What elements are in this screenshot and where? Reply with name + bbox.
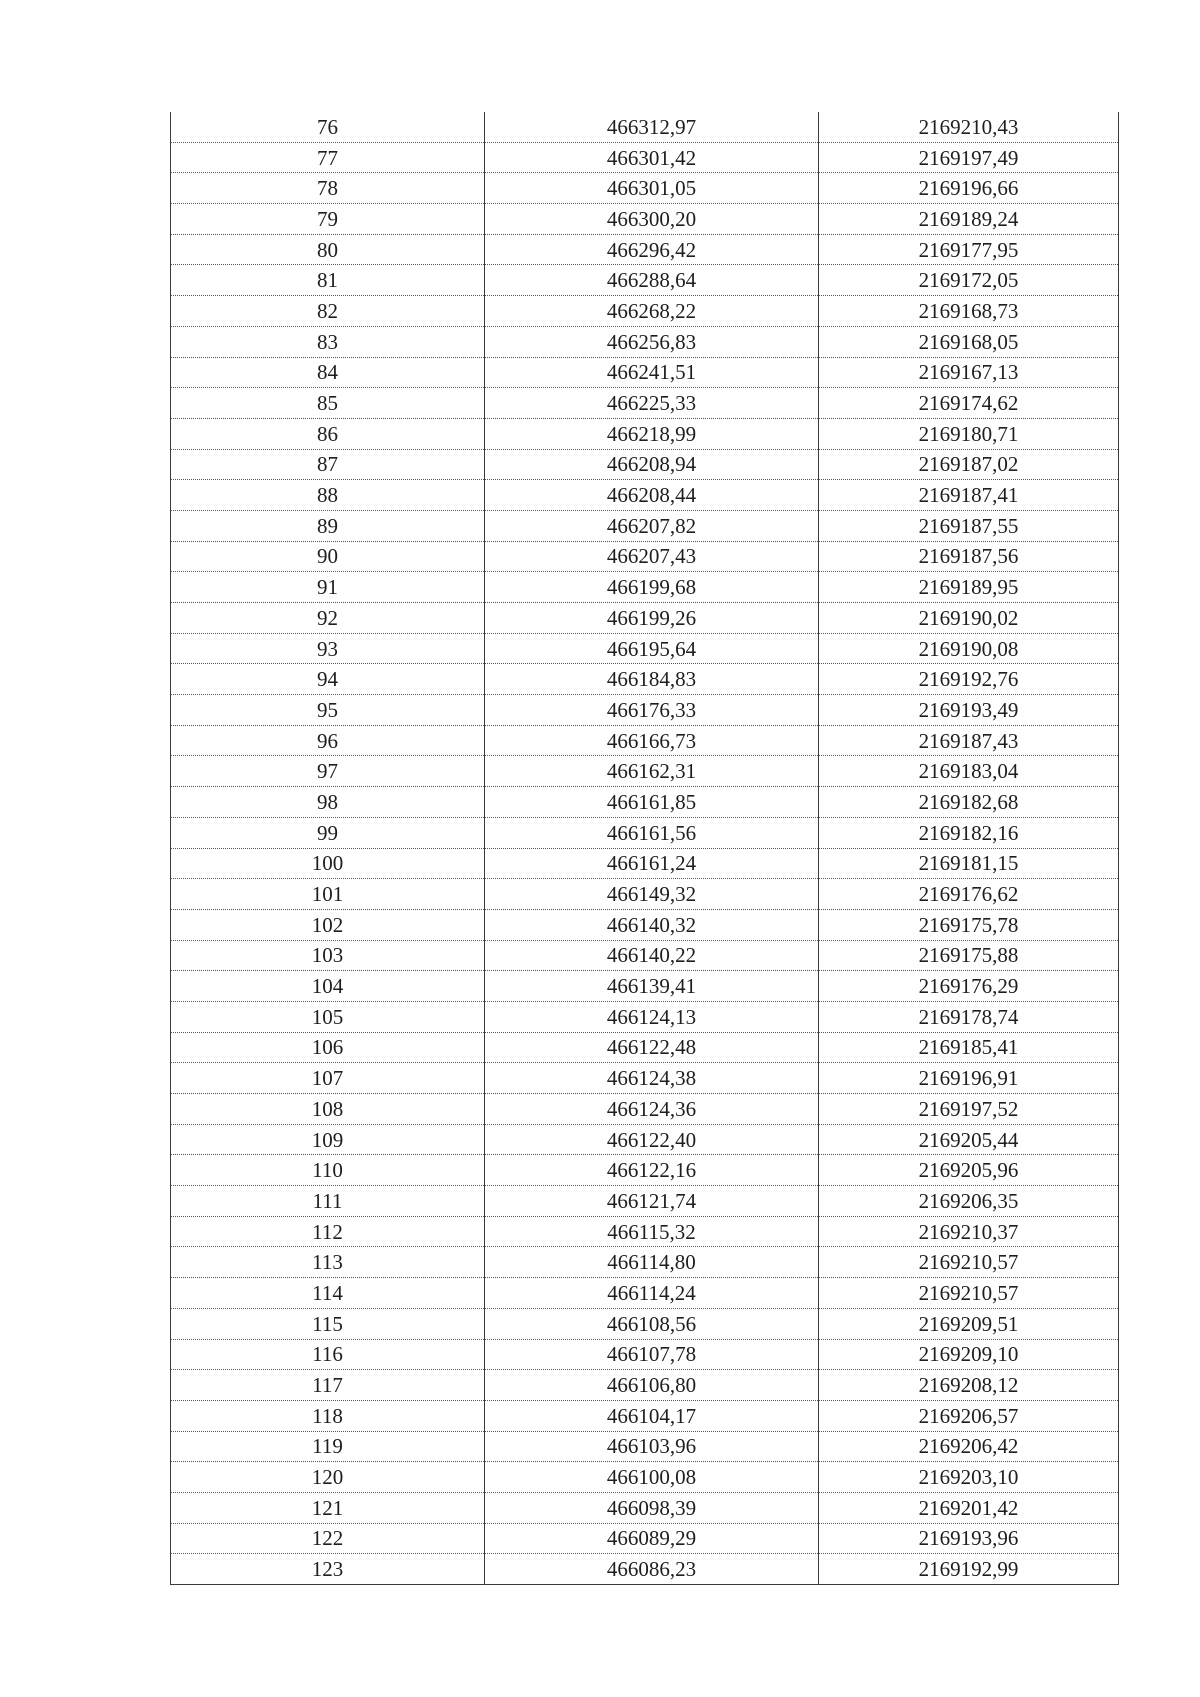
y-coordinate-cell: 2169182,16 bbox=[819, 817, 1119, 848]
table-row bbox=[171, 1523, 1119, 1554]
coordinates-table bbox=[170, 112, 1119, 1585]
y-coordinate-cell: 2169190,02 bbox=[819, 603, 1119, 634]
x-coordinate-cell: 466312,97 bbox=[485, 112, 819, 142]
x-coordinate-cell: 466100,08 bbox=[485, 1462, 819, 1493]
point-number-cell: 95 bbox=[171, 695, 485, 726]
x-coordinate-cell: 466139,41 bbox=[485, 971, 819, 1002]
y-coordinate-cell: 2169183,04 bbox=[819, 756, 1119, 787]
table-row bbox=[171, 480, 1119, 511]
x-coordinate-cell: 466300,20 bbox=[485, 204, 819, 235]
table-row bbox=[171, 541, 1119, 572]
table-row bbox=[171, 971, 1119, 1002]
point-number-cell: 115 bbox=[171, 1308, 485, 1339]
point-number-cell: 119 bbox=[171, 1431, 485, 1462]
y-coordinate-cell: 2169209,51 bbox=[819, 1308, 1119, 1339]
coordinates-table-body bbox=[171, 112, 1119, 1585]
y-coordinate-cell: 2169201,42 bbox=[819, 1492, 1119, 1523]
x-coordinate-cell: 466098,39 bbox=[485, 1492, 819, 1523]
point-number-cell: 87 bbox=[171, 449, 485, 480]
y-coordinate-cell: 2169205,44 bbox=[819, 1124, 1119, 1155]
point-number-cell: 102 bbox=[171, 909, 485, 940]
table-row bbox=[171, 265, 1119, 296]
point-number-cell: 98 bbox=[171, 787, 485, 818]
y-coordinate-cell: 2169182,68 bbox=[819, 787, 1119, 818]
point-number-cell: 99 bbox=[171, 817, 485, 848]
y-coordinate-cell: 2169185,41 bbox=[819, 1032, 1119, 1063]
table-row bbox=[171, 1462, 1119, 1493]
table-row bbox=[171, 940, 1119, 971]
y-coordinate-cell: 2169189,24 bbox=[819, 204, 1119, 235]
table-row bbox=[171, 817, 1119, 848]
table-row bbox=[171, 1308, 1119, 1339]
x-coordinate-cell: 466103,96 bbox=[485, 1431, 819, 1462]
x-coordinate-cell: 466199,26 bbox=[485, 603, 819, 634]
y-coordinate-cell: 2169190,08 bbox=[819, 633, 1119, 664]
y-coordinate-cell: 2169197,52 bbox=[819, 1094, 1119, 1125]
y-coordinate-cell: 2169196,91 bbox=[819, 1063, 1119, 1094]
y-coordinate-cell: 2169187,43 bbox=[819, 725, 1119, 756]
y-coordinate-cell: 2169206,42 bbox=[819, 1431, 1119, 1462]
x-coordinate-cell: 466218,99 bbox=[485, 418, 819, 449]
point-number-cell: 118 bbox=[171, 1400, 485, 1431]
point-number-cell: 90 bbox=[171, 541, 485, 572]
y-coordinate-cell: 2169172,05 bbox=[819, 265, 1119, 296]
point-number-cell: 85 bbox=[171, 388, 485, 419]
y-coordinate-cell: 2169181,15 bbox=[819, 848, 1119, 879]
y-coordinate-cell: 2169174,62 bbox=[819, 388, 1119, 419]
table-row bbox=[171, 1278, 1119, 1309]
point-number-cell: 101 bbox=[171, 879, 485, 910]
point-number-cell: 91 bbox=[171, 572, 485, 603]
x-coordinate-cell: 466161,85 bbox=[485, 787, 819, 818]
point-number-cell: 88 bbox=[171, 480, 485, 511]
point-number-cell: 81 bbox=[171, 265, 485, 296]
table-row bbox=[171, 787, 1119, 818]
x-coordinate-cell: 466161,56 bbox=[485, 817, 819, 848]
x-coordinate-cell: 466114,80 bbox=[485, 1247, 819, 1278]
point-number-cell: 96 bbox=[171, 725, 485, 756]
x-coordinate-cell: 466288,64 bbox=[485, 265, 819, 296]
y-coordinate-cell: 2169175,78 bbox=[819, 909, 1119, 940]
table-row bbox=[171, 112, 1119, 142]
point-number-cell: 104 bbox=[171, 971, 485, 1002]
point-number-cell: 120 bbox=[171, 1462, 485, 1493]
x-coordinate-cell: 466199,68 bbox=[485, 572, 819, 603]
y-coordinate-cell: 2169193,96 bbox=[819, 1523, 1119, 1554]
point-number-cell: 106 bbox=[171, 1032, 485, 1063]
x-coordinate-cell: 466140,32 bbox=[485, 909, 819, 940]
point-number-cell: 122 bbox=[171, 1523, 485, 1554]
y-coordinate-cell: 2169209,10 bbox=[819, 1339, 1119, 1370]
y-coordinate-cell: 2169196,66 bbox=[819, 173, 1119, 204]
point-number-cell: 113 bbox=[171, 1247, 485, 1278]
x-coordinate-cell: 466208,94 bbox=[485, 449, 819, 480]
y-coordinate-cell: 2169192,99 bbox=[819, 1554, 1119, 1585]
x-coordinate-cell: 466149,32 bbox=[485, 879, 819, 910]
x-coordinate-cell: 466121,74 bbox=[485, 1186, 819, 1217]
table-row bbox=[171, 664, 1119, 695]
table-row bbox=[171, 1094, 1119, 1125]
table-row bbox=[171, 418, 1119, 449]
point-number-cell: 80 bbox=[171, 234, 485, 265]
y-coordinate-cell: 2169206,35 bbox=[819, 1186, 1119, 1217]
point-number-cell: 79 bbox=[171, 204, 485, 235]
table-row bbox=[171, 296, 1119, 327]
x-coordinate-cell: 466296,42 bbox=[485, 234, 819, 265]
table-row bbox=[171, 1370, 1119, 1401]
table-row bbox=[171, 234, 1119, 265]
x-coordinate-cell: 466301,42 bbox=[485, 142, 819, 173]
table-row bbox=[171, 388, 1119, 419]
point-number-cell: 108 bbox=[171, 1094, 485, 1125]
table-row bbox=[171, 1400, 1119, 1431]
y-coordinate-cell: 2169187,56 bbox=[819, 541, 1119, 572]
y-coordinate-cell: 2169178,74 bbox=[819, 1001, 1119, 1032]
point-number-cell: 97 bbox=[171, 756, 485, 787]
point-number-cell: 123 bbox=[171, 1554, 485, 1585]
x-coordinate-cell: 466241,51 bbox=[485, 357, 819, 388]
point-number-cell: 78 bbox=[171, 173, 485, 204]
point-number-cell: 94 bbox=[171, 664, 485, 695]
x-coordinate-cell: 466176,33 bbox=[485, 695, 819, 726]
x-coordinate-cell: 466207,82 bbox=[485, 510, 819, 541]
y-coordinate-cell: 2169187,41 bbox=[819, 480, 1119, 511]
table-row bbox=[171, 326, 1119, 357]
y-coordinate-cell: 2169176,29 bbox=[819, 971, 1119, 1002]
x-coordinate-cell: 466208,44 bbox=[485, 480, 819, 511]
point-number-cell: 76 bbox=[171, 112, 485, 142]
x-coordinate-cell: 466301,05 bbox=[485, 173, 819, 204]
y-coordinate-cell: 2169167,13 bbox=[819, 357, 1119, 388]
table-row bbox=[171, 1124, 1119, 1155]
y-coordinate-cell: 2169203,10 bbox=[819, 1462, 1119, 1493]
table-row bbox=[171, 1063, 1119, 1094]
table-row bbox=[171, 725, 1119, 756]
table-row bbox=[171, 695, 1119, 726]
point-number-cell: 116 bbox=[171, 1339, 485, 1370]
table-row bbox=[171, 756, 1119, 787]
table-row bbox=[171, 879, 1119, 910]
x-coordinate-cell: 466161,24 bbox=[485, 848, 819, 879]
table-row bbox=[171, 1001, 1119, 1032]
y-coordinate-cell: 2169176,62 bbox=[819, 879, 1119, 910]
table-row bbox=[171, 1492, 1119, 1523]
x-coordinate-cell: 466114,24 bbox=[485, 1278, 819, 1309]
table-row bbox=[171, 1247, 1119, 1278]
point-number-cell: 109 bbox=[171, 1124, 485, 1155]
x-coordinate-cell: 466225,33 bbox=[485, 388, 819, 419]
y-coordinate-cell: 2169177,95 bbox=[819, 234, 1119, 265]
point-number-cell: 107 bbox=[171, 1063, 485, 1094]
x-coordinate-cell: 466108,56 bbox=[485, 1308, 819, 1339]
table-row bbox=[171, 510, 1119, 541]
point-number-cell: 77 bbox=[171, 142, 485, 173]
table-row bbox=[171, 1216, 1119, 1247]
x-coordinate-cell: 466162,31 bbox=[485, 756, 819, 787]
x-coordinate-cell: 466124,13 bbox=[485, 1001, 819, 1032]
y-coordinate-cell: 2169189,95 bbox=[819, 572, 1119, 603]
y-coordinate-cell: 2169210,37 bbox=[819, 1216, 1119, 1247]
point-number-cell: 117 bbox=[171, 1370, 485, 1401]
table-row bbox=[171, 204, 1119, 235]
y-coordinate-cell: 2169192,76 bbox=[819, 664, 1119, 695]
x-coordinate-cell: 466268,22 bbox=[485, 296, 819, 327]
x-coordinate-cell: 466124,36 bbox=[485, 1094, 819, 1125]
point-number-cell: 86 bbox=[171, 418, 485, 449]
x-coordinate-cell: 466089,29 bbox=[485, 1523, 819, 1554]
y-coordinate-cell: 2169168,05 bbox=[819, 326, 1119, 357]
point-number-cell: 82 bbox=[171, 296, 485, 327]
table-row bbox=[171, 1186, 1119, 1217]
table-row bbox=[171, 572, 1119, 603]
x-coordinate-cell: 466106,80 bbox=[485, 1370, 819, 1401]
x-coordinate-cell: 466166,73 bbox=[485, 725, 819, 756]
x-coordinate-cell: 466184,83 bbox=[485, 664, 819, 695]
table-row bbox=[171, 909, 1119, 940]
table-row bbox=[171, 1155, 1119, 1186]
x-coordinate-cell: 466107,78 bbox=[485, 1339, 819, 1370]
table-row bbox=[171, 1431, 1119, 1462]
point-number-cell: 114 bbox=[171, 1278, 485, 1309]
y-coordinate-cell: 2169208,12 bbox=[819, 1370, 1119, 1401]
y-coordinate-cell: 2169187,55 bbox=[819, 510, 1119, 541]
y-coordinate-cell: 2169193,49 bbox=[819, 695, 1119, 726]
table-row bbox=[171, 142, 1119, 173]
table-row bbox=[171, 848, 1119, 879]
point-number-cell: 121 bbox=[171, 1492, 485, 1523]
point-number-cell: 100 bbox=[171, 848, 485, 879]
y-coordinate-cell: 2169180,71 bbox=[819, 418, 1119, 449]
table-row bbox=[171, 1554, 1119, 1585]
table-row bbox=[171, 1032, 1119, 1063]
y-coordinate-cell: 2169168,73 bbox=[819, 296, 1119, 327]
point-number-cell: 105 bbox=[171, 1001, 485, 1032]
point-number-cell: 83 bbox=[171, 326, 485, 357]
y-coordinate-cell: 2169175,88 bbox=[819, 940, 1119, 971]
y-coordinate-cell: 2169187,02 bbox=[819, 449, 1119, 480]
table-row bbox=[171, 603, 1119, 634]
point-number-cell: 84 bbox=[171, 357, 485, 388]
table-row bbox=[171, 357, 1119, 388]
x-coordinate-cell: 466122,40 bbox=[485, 1124, 819, 1155]
point-number-cell: 112 bbox=[171, 1216, 485, 1247]
y-coordinate-cell: 2169197,49 bbox=[819, 142, 1119, 173]
x-coordinate-cell: 466140,22 bbox=[485, 940, 819, 971]
point-number-cell: 103 bbox=[171, 940, 485, 971]
y-coordinate-cell: 2169210,43 bbox=[819, 112, 1119, 142]
point-number-cell: 89 bbox=[171, 510, 485, 541]
y-coordinate-cell: 2169205,96 bbox=[819, 1155, 1119, 1186]
table-row bbox=[171, 173, 1119, 204]
x-coordinate-cell: 466086,23 bbox=[485, 1554, 819, 1585]
x-coordinate-cell: 466256,83 bbox=[485, 326, 819, 357]
point-number-cell: 110 bbox=[171, 1155, 485, 1186]
x-coordinate-cell: 466122,48 bbox=[485, 1032, 819, 1063]
table-row bbox=[171, 1339, 1119, 1370]
y-coordinate-cell: 2169210,57 bbox=[819, 1278, 1119, 1309]
point-number-cell: 93 bbox=[171, 633, 485, 664]
point-number-cell: 111 bbox=[171, 1186, 485, 1217]
table-row bbox=[171, 449, 1119, 480]
x-coordinate-cell: 466122,16 bbox=[485, 1155, 819, 1186]
x-coordinate-cell: 466207,43 bbox=[485, 541, 819, 572]
y-coordinate-cell: 2169210,57 bbox=[819, 1247, 1119, 1278]
x-coordinate-cell: 466104,17 bbox=[485, 1400, 819, 1431]
x-coordinate-cell: 466115,32 bbox=[485, 1216, 819, 1247]
y-coordinate-cell: 2169206,57 bbox=[819, 1400, 1119, 1431]
x-coordinate-cell: 466195,64 bbox=[485, 633, 819, 664]
point-number-cell: 92 bbox=[171, 603, 485, 634]
x-coordinate-cell: 466124,38 bbox=[485, 1063, 819, 1094]
table-row bbox=[171, 633, 1119, 664]
